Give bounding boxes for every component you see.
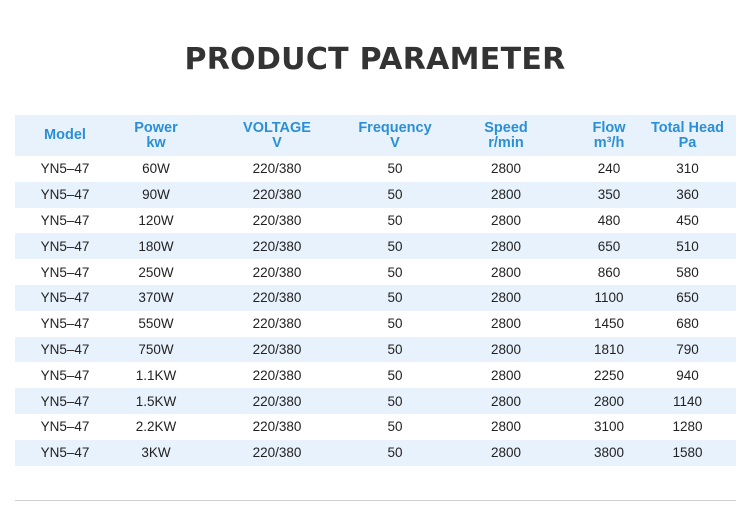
table-cell: 750W bbox=[138, 341, 174, 357]
table-cell: YN5–47 bbox=[40, 445, 90, 461]
table-cell: 180W bbox=[138, 238, 174, 254]
table-cell: 3800 bbox=[593, 445, 625, 461]
table-cell: 50 bbox=[387, 187, 403, 203]
table-cell: 60W bbox=[142, 161, 170, 177]
table-cell: 220/380 bbox=[252, 341, 302, 357]
header-voltage: VOLTAGE V bbox=[243, 119, 311, 151]
table-cell: 350 bbox=[597, 187, 621, 203]
table-cell: 1.1KW bbox=[135, 367, 177, 383]
table-cell: YN5–47 bbox=[40, 290, 90, 306]
table-cell: 220/380 bbox=[252, 161, 302, 177]
table-cell: 220/380 bbox=[252, 187, 302, 203]
table-cell: 220/380 bbox=[252, 212, 302, 228]
table-cell: 50 bbox=[387, 393, 403, 409]
table-cell: 580 bbox=[676, 264, 699, 280]
table-cell: 370W bbox=[138, 290, 174, 306]
table-cell: 220/380 bbox=[252, 393, 302, 409]
table-row bbox=[15, 233, 736, 259]
table-cell: 220/380 bbox=[252, 316, 302, 332]
table-row bbox=[15, 388, 736, 414]
table-cell: 50 bbox=[387, 238, 403, 254]
table-cell: 1140 bbox=[672, 393, 703, 409]
header-frequency: Frequency V bbox=[358, 119, 432, 151]
table-row bbox=[15, 285, 736, 311]
table-cell: 90W bbox=[142, 187, 170, 203]
table-cell: 790 bbox=[676, 341, 699, 357]
table-cell: 3100 bbox=[593, 419, 625, 435]
table-cell: 220/380 bbox=[252, 419, 302, 435]
table-row bbox=[15, 259, 736, 285]
table-cell: 120W bbox=[138, 212, 174, 228]
table-cell: YN5–47 bbox=[40, 212, 90, 228]
table-cell: 2800 bbox=[490, 264, 522, 280]
table-cell: 2.2KW bbox=[135, 419, 177, 435]
table-cell: 2800 bbox=[490, 393, 522, 409]
table-cell: 50 bbox=[387, 445, 403, 461]
table-cell: YN5–47 bbox=[40, 264, 90, 280]
table-cell: 1450 bbox=[593, 316, 625, 332]
table-cell: 50 bbox=[387, 341, 403, 357]
table-cell: 1.5KW bbox=[135, 393, 177, 409]
table-header bbox=[15, 115, 736, 156]
table-cell: 220/380 bbox=[252, 367, 302, 383]
table-cell: 1810 bbox=[593, 341, 625, 357]
table-cell: 510 bbox=[676, 238, 699, 254]
table-cell: 50 bbox=[387, 212, 403, 228]
table-cell: 220/380 bbox=[252, 264, 302, 280]
header-flow: Flow m³/h bbox=[592, 119, 626, 151]
table-cell: 2800 bbox=[490, 341, 522, 357]
table-cell: YN5–47 bbox=[40, 187, 90, 203]
table-body bbox=[15, 156, 736, 466]
table-cell: 360 bbox=[676, 187, 699, 203]
table-row bbox=[15, 311, 736, 337]
table-cell: 50 bbox=[387, 367, 403, 383]
table-cell: 650 bbox=[597, 238, 621, 254]
header-model: Model bbox=[44, 127, 86, 143]
table-cell: 250W bbox=[138, 264, 174, 280]
table-row bbox=[15, 182, 736, 208]
bottom-divider bbox=[15, 500, 736, 501]
table-cell: 2800 bbox=[490, 161, 522, 177]
table-cell: 50 bbox=[387, 419, 403, 435]
header-speed: Speed r/min bbox=[484, 119, 528, 151]
table-cell: 3KW bbox=[141, 445, 171, 461]
table-cell: 220/380 bbox=[252, 445, 302, 461]
table-cell: YN5–47 bbox=[40, 419, 90, 435]
table-cell: YN5–47 bbox=[40, 316, 90, 332]
table-row bbox=[15, 414, 736, 440]
table-cell: 2800 bbox=[490, 187, 522, 203]
table-cell: 940 bbox=[676, 367, 699, 383]
table-cell: YN5–47 bbox=[40, 341, 90, 357]
header-power: Power kw bbox=[134, 119, 178, 151]
table-cell: 550W bbox=[138, 316, 174, 332]
table-row bbox=[15, 156, 736, 182]
table-row bbox=[15, 440, 736, 466]
table-cell: 220/380 bbox=[252, 238, 302, 254]
table-cell: 50 bbox=[387, 264, 403, 280]
table-cell: 2800 bbox=[490, 316, 522, 332]
table-cell: 2800 bbox=[593, 393, 625, 409]
table-cell: 650 bbox=[676, 290, 699, 306]
table-cell: YN5–47 bbox=[40, 393, 90, 409]
table-cell: 2800 bbox=[490, 445, 522, 461]
table-cell: 50 bbox=[387, 316, 403, 332]
table-row bbox=[15, 337, 736, 363]
table-cell: 1280 bbox=[672, 419, 703, 435]
table-cell: 240 bbox=[597, 161, 621, 177]
table-cell: 2800 bbox=[490, 238, 522, 254]
table-cell: 310 bbox=[676, 161, 699, 177]
table-cell: YN5–47 bbox=[40, 238, 90, 254]
table-cell: 2800 bbox=[490, 290, 522, 306]
table-cell: 50 bbox=[387, 290, 403, 306]
table-cell: YN5–47 bbox=[40, 161, 90, 177]
table-cell: 480 bbox=[597, 212, 621, 228]
table-cell: 2800 bbox=[490, 419, 522, 435]
table-cell: 50 bbox=[387, 161, 403, 177]
page-title: PRODUCT PARAMETER bbox=[184, 42, 566, 77]
header-total-head: Total Head Pa bbox=[650, 119, 725, 151]
table-cell: 2250 bbox=[593, 367, 625, 383]
parameter-table bbox=[15, 115, 736, 466]
table-cell: 1580 bbox=[672, 445, 703, 461]
table-cell: 220/380 bbox=[252, 290, 302, 306]
table-row bbox=[15, 208, 736, 234]
table-cell: 860 bbox=[597, 264, 621, 280]
table-cell: 1100 bbox=[594, 290, 624, 306]
table-cell: 450 bbox=[676, 212, 699, 228]
table-cell: 680 bbox=[676, 316, 699, 332]
table-row bbox=[15, 362, 736, 388]
table-cell: 2800 bbox=[490, 212, 522, 228]
table-cell: 2800 bbox=[490, 367, 522, 383]
table-cell: YN5–47 bbox=[40, 367, 90, 383]
